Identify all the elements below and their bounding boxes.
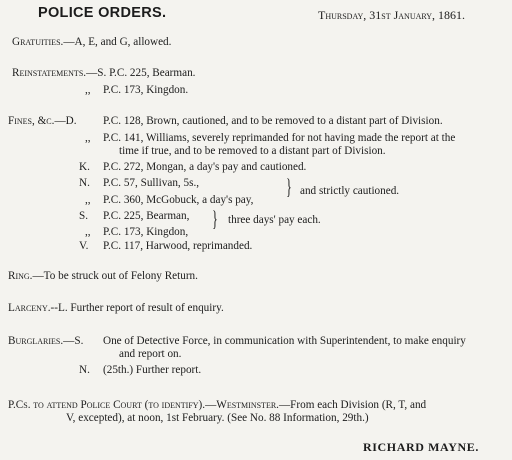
fines-line: P.C. 117, Harwood, reprimanded.: [103, 240, 253, 252]
fines-line: P.C. 57, Sullivan, 5s.,: [103, 177, 200, 189]
right-brace: }: [212, 206, 218, 231]
fines-prefix: —D.: [54, 115, 77, 127]
burglaries-line-continuation: and report on.: [119, 348, 182, 360]
reinstatements-heading: Reinstatements.: [12, 67, 87, 79]
fines-line: P.C. 360, McGobuck, a day's pay,: [103, 194, 254, 206]
burglaries-prefix: —S.: [63, 335, 84, 347]
police-court-entry: [8, 400, 426, 411]
fines-heading: Fines, &c.: [8, 115, 55, 127]
larceny-entry: [8, 303, 224, 314]
police-court-text: —From each Division (R, T, and: [278, 399, 427, 411]
police-court-place: —Westminster.: [205, 399, 279, 411]
ring-heading: Ring.: [8, 270, 33, 282]
fines-group-note: and strictly cautioned.: [300, 185, 400, 197]
fines-prefix: N.: [79, 177, 90, 189]
burglaries-heading: Burglaries.: [8, 335, 64, 347]
burglaries-line: (25th.) Further report.: [103, 364, 202, 376]
gratuities-text: —A, E, and G, allowed.: [63, 36, 172, 48]
fines-line: P.C. 128, Brown, cautioned, and to be removed to a distant part of Division.: [103, 115, 443, 127]
document-date: Thursday, 31st January, 1861.: [318, 8, 466, 22]
police-court-text-continuation: V, excepted), at noon, 1st February. (See No. 88 Information, 29th.): [66, 412, 369, 424]
gratuities-entry: [12, 37, 171, 48]
fines-group-note: three days' pay each.: [228, 214, 321, 226]
fines-prefix: S.: [79, 210, 89, 222]
fines-line: P.C. 272, Mongan, a day's pay and cautioned.: [103, 161, 307, 173]
burglaries-heading-row: [8, 336, 83, 347]
larceny-text: --L. Further report of result of enquiry.: [50, 302, 224, 314]
reinstatements-line: P.C. 225, Bearman.: [109, 67, 196, 79]
gratuities-heading: Gratuities.: [12, 36, 64, 48]
fines-line: P.C. 141, Williams, severely reprimanded for not having made the report at the: [103, 132, 456, 144]
fines-prefix: ,,: [85, 132, 91, 144]
right-brace: }: [286, 174, 292, 199]
police-court-heading: P.Cs. to attend Police Court (to identify).: [8, 399, 206, 411]
fines-line: P.C. 225, Bearman,: [103, 210, 190, 222]
reinstatements-prefix: ,,: [85, 84, 91, 96]
ring-text: —To be struck out of Felony Return.: [32, 270, 198, 282]
document-title: POLICE ORDERS.: [38, 5, 167, 21]
fines-heading-row: [8, 116, 77, 127]
fines-prefix: K.: [79, 161, 90, 173]
burglaries-prefix: N.: [79, 364, 90, 376]
ring-entry: [8, 271, 198, 282]
reinstatements-line: P.C. 173, Kingdon.: [103, 84, 189, 96]
larceny-heading: Larceny.: [8, 302, 51, 314]
fines-line-continuation: time if true, and to be removed to a distant part of Division.: [119, 145, 386, 157]
reinstatements-entry: [12, 68, 195, 79]
fines-prefix: ,,: [85, 194, 91, 206]
fines-prefix: ,,: [85, 226, 91, 238]
burglaries-line: One of Detective Force, in communication with Superintendent, to make enquiry: [103, 335, 466, 347]
fines-line: P.C. 173, Kingdon,: [103, 226, 189, 238]
signature: RICHARD MAYNE.: [363, 440, 479, 454]
fines-prefix: V.: [79, 240, 89, 252]
reinstatements-prefix: —S.: [86, 67, 107, 79]
